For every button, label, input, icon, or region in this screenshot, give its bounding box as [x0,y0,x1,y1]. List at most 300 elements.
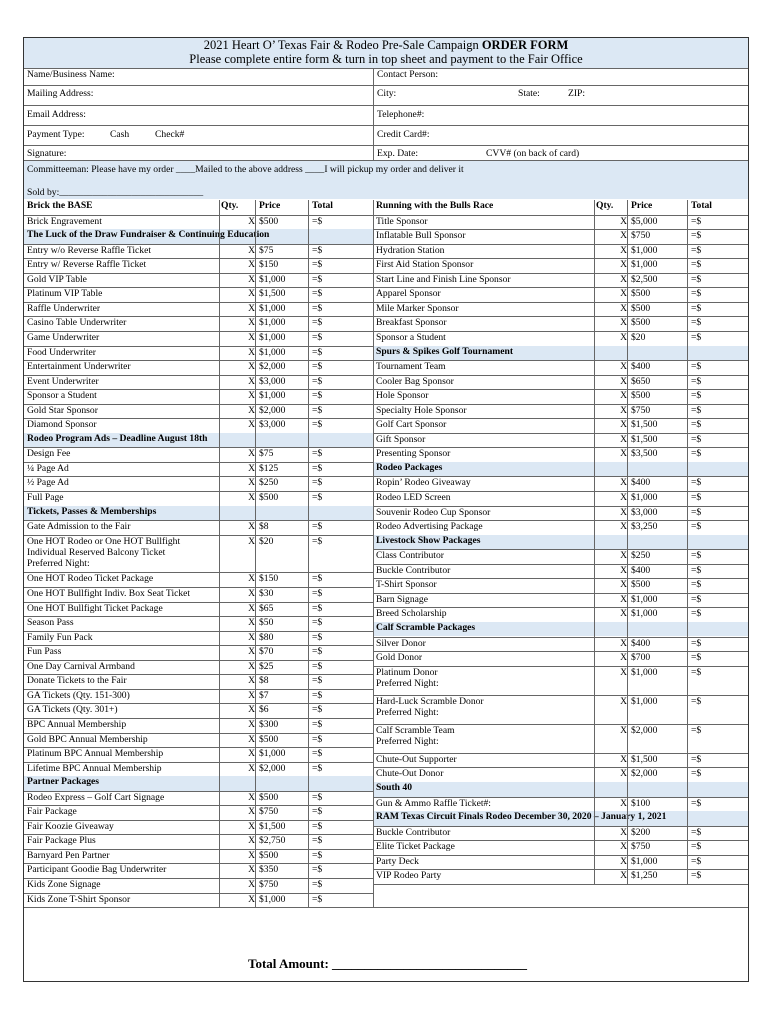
left-item-price: $25 [259,660,274,672]
right-item-qty: X [620,855,627,867]
left-item-qty: X [248,864,255,876]
left-item-qty: X [248,346,255,358]
row-divider [373,884,748,885]
right-item-qty: X [620,259,627,271]
left-item-total: =$ [312,535,323,547]
right-item-qty: X [620,768,627,780]
left-item-name: BPC Annual Membership [27,718,127,730]
right-item-qty: X [620,244,627,256]
right-item-price: $2,000 [631,724,658,736]
divider [24,125,748,126]
left-item-price: $1,000 [259,748,286,760]
zip-field[interactable]: ZIP: [568,88,586,99]
left-item-qty: X [248,331,255,343]
right-item-price: $1,250 [631,870,658,882]
right-item-name: Chute-Out Supporter [376,753,457,765]
left-item-name: Diamond Sponsor [27,419,97,431]
left-item-total: =$ [312,273,323,285]
right-item-total: =$ [691,492,702,503]
right-item-qty: X [620,841,627,853]
right-header-total: Total [691,200,712,211]
right-item-name: First Aid Station Sponsor [376,259,474,271]
left-item-qty: X [248,806,255,818]
right-item-total: =$ [691,244,702,256]
left-section-header: Rodeo Program Ads – Deadline August 18th [24,433,373,448]
right-item-price: $500 [631,390,651,402]
left-item-price: $1,500 [259,288,286,300]
payment-type-label: Payment Type: [27,129,85,140]
right-item-name: Apparel Sponsor [376,288,441,300]
left-item-price: $500 [259,791,279,803]
left-header-section: Brick the BASE [27,200,93,211]
left-item-price: $1,000 [259,331,286,343]
right-item-price: $3,000 [631,506,658,518]
right-item-price: $1,000 [631,855,658,867]
right-item-price: $400 [631,564,651,576]
left-item-price: $8 [259,521,269,533]
right-item-total: =$ [691,215,702,227]
right-item-qty: X [620,579,627,591]
right-item-qty: X [620,331,627,343]
right-item-price: $1,500 [631,753,658,765]
left-item-qty: X [248,748,255,760]
left-item-name: Food Underwriter [27,346,97,358]
right-item-total: =$ [691,331,702,343]
left-item-qty: X [248,704,255,716]
divider [373,68,374,160]
left-item-total: =$ [312,879,323,891]
right-item-qty: X [620,230,627,242]
right-item-qty: X [620,521,627,533]
left-item-total: =$ [312,244,323,256]
left-item-total: =$ [312,331,323,343]
right-item-qty: X [620,608,627,620]
right-item-name: Mile Marker Sponsor [376,302,459,314]
left-item-name: Design Fee [27,448,71,460]
left-item-qty: X [248,521,255,533]
right-item-price: $750 [631,404,651,416]
left-item-total: =$ [312,893,323,905]
right-item-qty: X [620,492,627,503]
cash-option[interactable]: Cash [110,129,130,140]
left-item-name: Brick Engravement [27,215,102,227]
divider [24,105,748,106]
right-item-price: $200 [631,826,651,838]
right-item-name: Specialty Hole Sponsor [376,404,467,416]
left-item-total: =$ [312,835,323,847]
left-item-qty: X [248,273,255,285]
left-item-total: =$ [312,492,323,503]
left-item-total: =$ [312,689,323,701]
right-item-total: =$ [691,419,702,431]
left-item-qty: X [248,375,255,387]
left-item-qty: X [248,588,255,600]
order-form [23,37,749,982]
left-item-name: One HOT Rodeo Ticket Package [27,573,154,585]
left-item-total: =$ [312,462,323,474]
left-item-price: $3,000 [259,375,286,387]
left-item-price: $1,000 [259,302,286,314]
left-item-price: $750 [259,879,279,891]
right-item-name: Gift Sponsor [376,433,426,445]
right-item-name: Presenting Sponsor [376,448,451,460]
right-item-name: Title Sponsor [376,215,428,227]
right-item-price: $3,500 [631,448,658,460]
left-item-total: =$ [312,602,323,614]
left-item-total: =$ [312,748,323,760]
left-item-name: One HOT Bullfight Indiv. Box Seat Ticket [27,588,191,600]
right-item-qty: X [620,375,627,387]
right-item-name: Sponsor a Student [376,331,446,343]
right-item-total: =$ [691,550,702,562]
column-divider [219,200,220,907]
right-item-price: $400 [631,637,651,649]
right-item-name: Class Contributor [376,550,444,562]
left-item-name: Gold VIP Table [27,273,87,285]
left-item-qty: X [248,675,255,687]
left-item-price: $1,000 [259,317,286,329]
left-item-total: =$ [312,288,323,300]
right-item-qty: X [620,652,627,664]
right-item-price: $1,000 [631,608,658,620]
right-item-total: =$ [691,302,702,314]
left-header-qty: Qty. [221,200,239,211]
mailing-address-field[interactable]: Mailing Address: [27,88,94,99]
left-item-total: =$ [312,733,323,745]
title-line1: 2021 Heart O’ Texas Fair & Rodeo Pre-Sale Campaign [203,38,482,52]
right-item-price: $500 [631,302,651,314]
left-item-price: $150 [259,573,279,585]
left-item-name: Gate Admission to the Fair [27,521,131,533]
right-header-price: Price [631,200,653,211]
left-item-qty: X [248,302,255,314]
left-item-price: $1,000 [259,390,286,402]
left-item-qty: X [248,259,255,271]
right-item-name: Breed Scholarship [376,608,447,620]
form-title [24,38,748,68]
left-item-price: $150 [259,259,279,271]
left-item-qty: X [248,733,255,745]
right-item-name: Start Line and Finish Line Sponsor [376,273,511,285]
row-divider [24,907,748,908]
right-item-total: =$ [691,506,702,518]
right-item-total: =$ [691,797,702,809]
left-item-total: =$ [312,762,323,774]
left-item-total: =$ [312,521,323,533]
committeeman-box [24,160,748,199]
left-item-total: =$ [312,573,323,585]
right-section-header: RAM Texas Circuit Finals Rodeo December 30, 2020 – January 1, 2021 [373,811,748,826]
state-field[interactable]: State: [518,88,540,99]
right-item-qty: X [620,419,627,431]
divider [24,145,748,146]
right-item-price: $1,000 [631,695,658,707]
left-item-name: Rodeo Express – Golf Cart Signage [27,791,165,803]
left-item-total: =$ [312,588,323,600]
left-item-total: =$ [312,806,323,818]
left-item-total: =$ [312,375,323,387]
right-item-qty: X [620,390,627,402]
right-item-total: =$ [691,841,702,853]
right-item-price: $1,000 [631,244,658,256]
right-item-price: $2,500 [631,273,658,285]
right-item-price: $100 [631,797,651,809]
left-item-qty: X [248,419,255,431]
right-item-total: =$ [691,390,702,402]
column-divider [627,200,628,884]
left-item-total: =$ [312,660,323,672]
check-field[interactable]: Check# [155,129,185,140]
left-item-qty: X [248,361,255,373]
right-item-qty: X [620,506,627,518]
email-field[interactable]: Email Address: [27,109,86,120]
right-item-total: =$ [691,564,702,576]
right-item-total: =$ [691,826,702,838]
right-item-name: Gun & Ammo Raffle Ticket#: [376,797,491,809]
right-item-price: $400 [631,477,651,489]
right-item-qty: X [620,317,627,329]
right-item-name: Inflatable Bull Sponsor [376,230,466,242]
right-item-total: =$ [691,666,702,678]
right-item-name: Rodeo LED Screen [376,492,451,503]
signature-field[interactable]: Signature: [27,148,67,159]
title-order-form: ORDER FORM [481,38,569,52]
left-item-total: =$ [312,849,323,861]
right-section-header: South 40 [373,782,748,797]
left-item-qty: X [248,462,255,474]
left-item-price: $2,000 [259,404,286,416]
right-item-name: Breakfast Sponsor [376,317,447,329]
left-item-qty: X [248,535,255,547]
left-item-price: $1,000 [259,893,286,905]
left-item-price: $3,000 [259,419,286,431]
right-section-header: Calf Scramble Packages [373,622,748,637]
sold-by-field[interactable]: Sold by:______________________________ [27,187,204,198]
right-item-name: Chute-Out Donor [376,768,444,780]
divider [24,85,748,86]
right-item-total: =$ [691,753,702,765]
total-amount[interactable]: Total Amount: ______________________________ [248,956,528,971]
left-item-name: Platinum VIP Table [27,288,103,300]
right-item-qty: X [620,826,627,838]
right-item-name: VIP Rodeo Party [376,870,442,882]
title-line2: Please complete entire form & turn in top sheet and payment to the Fair Office [189,52,583,66]
right-item-price: $2,000 [631,768,658,780]
left-item-price: $50 [259,617,274,629]
left-item-total: =$ [312,404,323,416]
right-item-price: $500 [631,317,651,329]
right-item-name: Tournament Team [376,361,446,373]
right-item-total: =$ [691,521,702,533]
left-item-name: GA Tickets (Qty. 301+) [27,704,118,716]
right-item-total: =$ [691,695,702,707]
left-item-qty: X [248,791,255,803]
left-section-header: Tickets, Passes & Memberships [24,506,373,521]
left-item-total: =$ [312,646,323,658]
left-item-price: $500 [259,215,279,227]
right-item-qty: X [620,288,627,300]
left-item-qty: X [248,317,255,329]
left-item-qty: X [248,849,255,861]
left-item-price: $300 [259,718,279,730]
right-item-total: =$ [691,637,702,649]
left-item-name: Gold Star Sponsor [27,404,98,416]
left-item-price: $250 [259,477,279,489]
divider [24,68,748,69]
left-item-total: =$ [312,617,323,629]
left-item-total: =$ [312,346,323,358]
left-item-name: Entry w/o Reverse Raffle Ticket [27,244,151,256]
right-item-qty: X [620,404,627,416]
committeeman-note: Committeeman: Please have my order ____Mailed to the above address ____I will pickup my order and deliver it [27,164,464,175]
left-item-name: Family Fun Pack [27,631,93,643]
right-item-name: Calf Scramble Team Preferred Night: [376,724,455,747]
right-item-name: Cooler Bag Sponsor [376,375,454,387]
left-item-total: =$ [312,864,323,876]
left-item-price: $30 [259,588,274,600]
left-section-header: The Luck of the Draw Fundraiser & Continuing Education [24,229,373,244]
right-item-total: =$ [691,361,702,373]
left-item-name: Raffle Underwriter [27,302,101,314]
exp-date-field[interactable]: Exp. Date: [377,148,419,159]
left-item-qty: X [248,390,255,402]
contact-field[interactable]: Contact Person: [377,69,439,80]
left-item-price: $2,000 [259,762,286,774]
left-item-qty: X [248,288,255,300]
right-item-qty: X [620,797,627,809]
right-item-name: Rodeo Advertising Package [376,521,483,533]
right-item-name: Elite Ticket Package [376,841,455,853]
column-divider [687,200,688,884]
right-item-price: $700 [631,652,651,664]
left-item-name: Barnyard Pen Partner [27,849,110,861]
right-item-name: Party Deck [376,855,419,867]
city-field[interactable]: City: [377,88,397,99]
right-header-qty: Qty. [596,200,614,211]
column-divider [255,200,256,907]
credit-card-field[interactable]: Credit Card#: [377,129,430,140]
right-item-price: $750 [631,230,651,242]
left-item-name: Fun Pass [27,646,62,658]
left-item-qty: X [248,835,255,847]
left-item-name: ½ Page Ad [27,477,69,489]
left-item-qty: X [248,646,255,658]
left-item-name: ¼ Page Ad [27,462,69,474]
right-item-total: =$ [691,273,702,285]
left-item-price: $6 [259,704,269,716]
left-item-qty: X [248,762,255,774]
left-item-price: $70 [259,646,274,658]
left-item-price: $500 [259,492,279,503]
left-item-price: $7 [259,689,269,701]
right-item-name: Buckle Contributor [376,826,451,838]
right-item-total: =$ [691,870,702,882]
left-item-total: =$ [312,791,323,803]
right-item-name: Ropin’ Rodeo Giveaway [376,477,471,489]
right-item-price: $250 [631,550,651,562]
right-item-qty: X [620,550,627,562]
right-item-price: $1,000 [631,666,658,678]
left-item-qty: X [248,660,255,672]
right-item-qty: X [620,666,627,678]
right-item-name: Golf Cart Sponsor [376,419,447,431]
right-item-price: $1,000 [631,259,658,271]
left-item-price: $125 [259,462,279,474]
right-item-price: $750 [631,841,651,853]
left-item-name: Kids Zone Signage [27,879,101,891]
right-item-total: =$ [691,259,702,271]
left-item-qty: X [248,631,255,643]
left-item-qty: X [248,617,255,629]
divider [24,160,748,161]
left-item-name: Season Pass [27,617,74,629]
right-item-total: =$ [691,608,702,620]
left-item-qty: X [248,893,255,905]
left-item-name: Lifetime BPC Annual Membership [27,762,162,774]
right-item-qty: X [620,724,627,736]
left-item-qty: X [248,404,255,416]
right-item-total: =$ [691,448,702,460]
left-item-qty: X [248,820,255,832]
left-item-name: Donate Tickets to the Fair [27,675,127,687]
telephone-field[interactable]: Telephone#: [377,109,425,120]
right-item-price: $20 [631,331,646,343]
right-item-total: =$ [691,288,702,300]
left-item-name: Participant Goodie Bag Underwriter [27,864,167,876]
left-item-price: $750 [259,806,279,818]
left-item-price: $20 [259,535,274,547]
left-item-price: $1,500 [259,820,286,832]
left-item-qty: X [248,879,255,891]
left-item-price: $2,750 [259,835,286,847]
column-divider [308,200,309,907]
right-item-total: =$ [691,855,702,867]
left-item-qty: X [248,244,255,256]
column-divider [594,200,595,884]
left-item-qty: X [248,448,255,460]
right-item-name: Souvenir Rodeo Cup Sponsor [376,506,491,518]
left-item-total: =$ [312,718,323,730]
right-item-name: Barn Signage [376,593,428,605]
column-divider [373,200,374,907]
name-field[interactable]: Name/Business Name: [27,69,115,80]
left-item-name: Casino Table Underwriter [27,317,127,329]
left-item-price: $2,000 [259,361,286,373]
left-item-price: $8 [259,675,269,687]
left-item-price: $80 [259,631,274,643]
right-item-qty: X [620,302,627,314]
right-section-header: Spurs & Spikes Golf Tournament [373,346,748,361]
right-section-header: Rodeo Packages [373,462,748,477]
left-item-total: =$ [312,675,323,687]
right-item-name: T-Shirt Sponsor [376,579,437,591]
left-item-qty: X [248,689,255,701]
right-item-name: Hydration Station [376,244,445,256]
right-item-qty: X [620,695,627,707]
right-item-qty: X [620,215,627,227]
right-item-total: =$ [691,768,702,780]
right-item-name: Silver Donor [376,637,426,649]
right-item-total: =$ [691,579,702,591]
right-item-price: $1,500 [631,419,658,431]
left-item-name: One Day Carnival Armband [27,660,135,672]
right-item-total: =$ [691,230,702,242]
left-item-qty: X [248,215,255,227]
left-item-total: =$ [312,704,323,716]
right-item-price: $400 [631,361,651,373]
cvv-field[interactable]: CVV# (on back of card) [486,148,580,159]
left-item-name: Gold BPC Annual Membership [27,733,148,745]
